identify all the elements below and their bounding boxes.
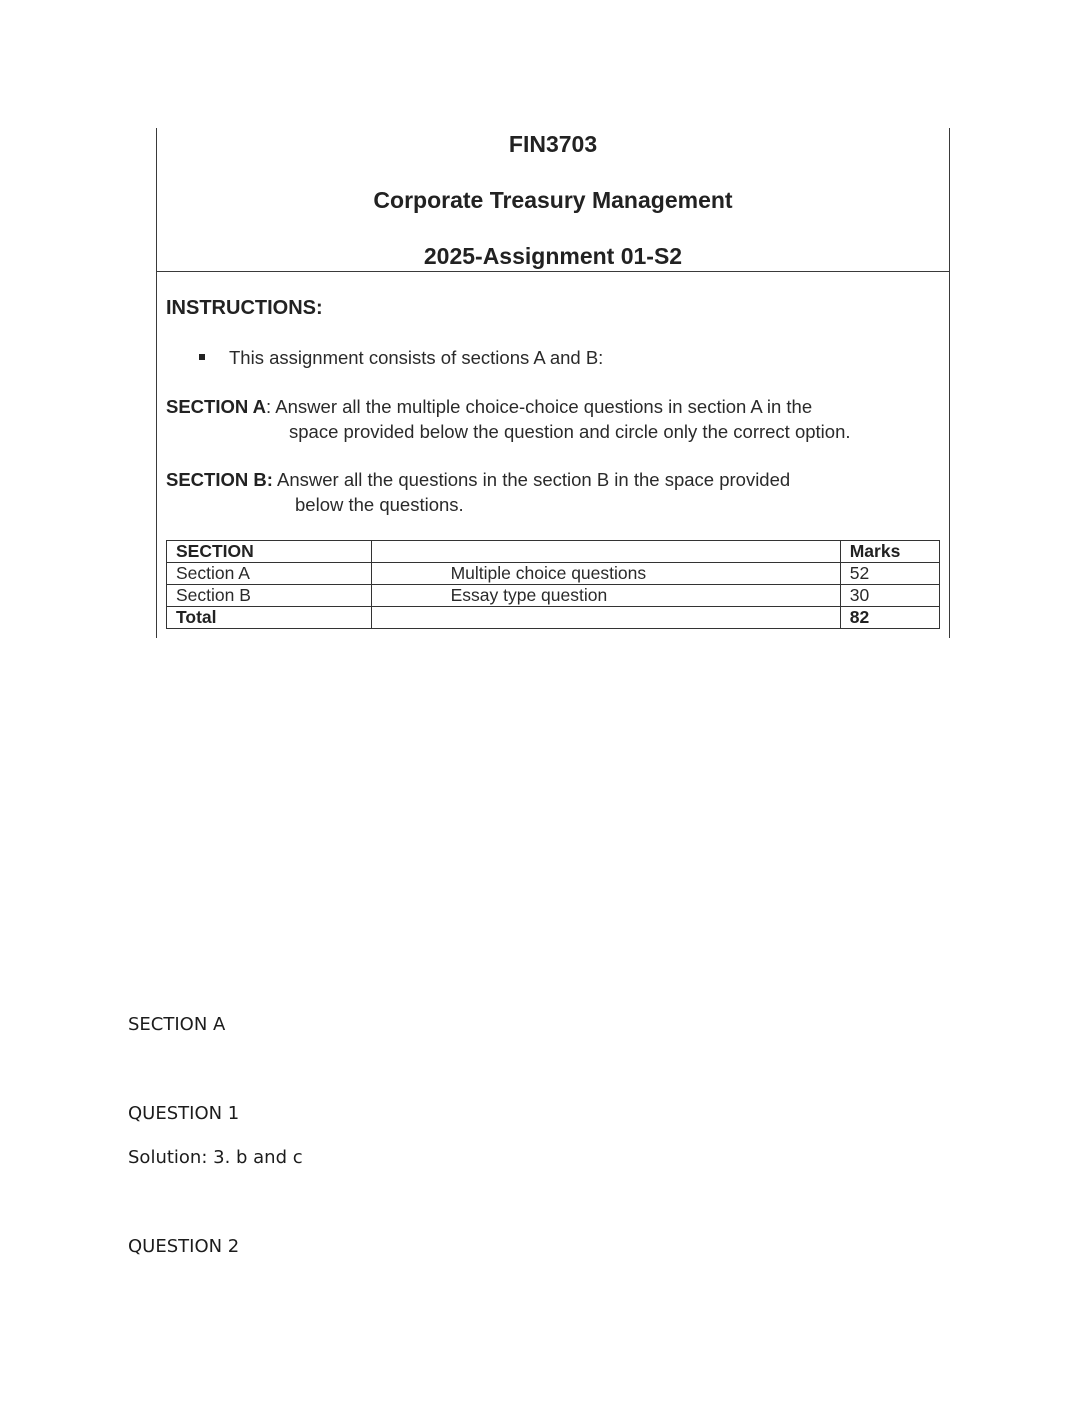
answers-section-heading: SECTION A — [128, 1014, 226, 1035]
total-description — [371, 607, 840, 629]
row-description: Essay type question — [371, 585, 840, 607]
row-section: Section B — [167, 585, 372, 607]
row-marks: 52 — [840, 563, 939, 585]
table-header-row — [167, 541, 940, 563]
table-row — [167, 585, 940, 607]
section-b-instruction — [166, 467, 790, 517]
header-section: SECTION — [167, 541, 372, 563]
row-marks: 30 — [840, 585, 939, 607]
section-a-line2: space provided below the question and circle only the correct option. — [289, 421, 851, 442]
cover-header — [157, 128, 949, 272]
row-description: Multiple choice questions — [371, 563, 840, 585]
header-marks: Marks — [840, 541, 939, 563]
section-b-line1: Answer all the questions in the section B in the space provided — [272, 469, 791, 490]
bullet-square-icon — [199, 354, 205, 360]
section-b-label: SECTION B: — [166, 469, 273, 490]
section-a-line1: : Answer all the multiple choice-choice questions in section A in the — [266, 396, 813, 417]
table-total-row — [167, 607, 940, 629]
section-b-line2: below the questions. — [295, 494, 464, 515]
header-description — [371, 541, 840, 563]
instructions-bullet-item — [199, 347, 603, 369]
bullet-text: This assignment consists of sections A and B: — [229, 347, 604, 368]
total-label: Total — [167, 607, 372, 629]
section-a-instruction — [166, 394, 851, 444]
total-marks: 82 — [840, 607, 939, 629]
course-code: FIN3703 — [508, 131, 598, 157]
marks-table — [166, 540, 940, 629]
course-name: Corporate Treasury Management — [373, 187, 733, 213]
assignment-title: 2025-Assignment 01-S2 — [423, 243, 683, 269]
question-2-heading: QUESTION 2 — [128, 1236, 240, 1257]
section-a-label: SECTION A — [166, 396, 267, 417]
question-1-solution: Solution: 3. b and c — [128, 1147, 303, 1168]
instructions-heading: INSTRUCTIONS: — [166, 297, 323, 319]
assignment-cover-block — [156, 128, 950, 638]
table-row — [167, 563, 940, 585]
row-section: Section A — [167, 563, 372, 585]
question-1-heading: QUESTION 1 — [128, 1103, 240, 1124]
